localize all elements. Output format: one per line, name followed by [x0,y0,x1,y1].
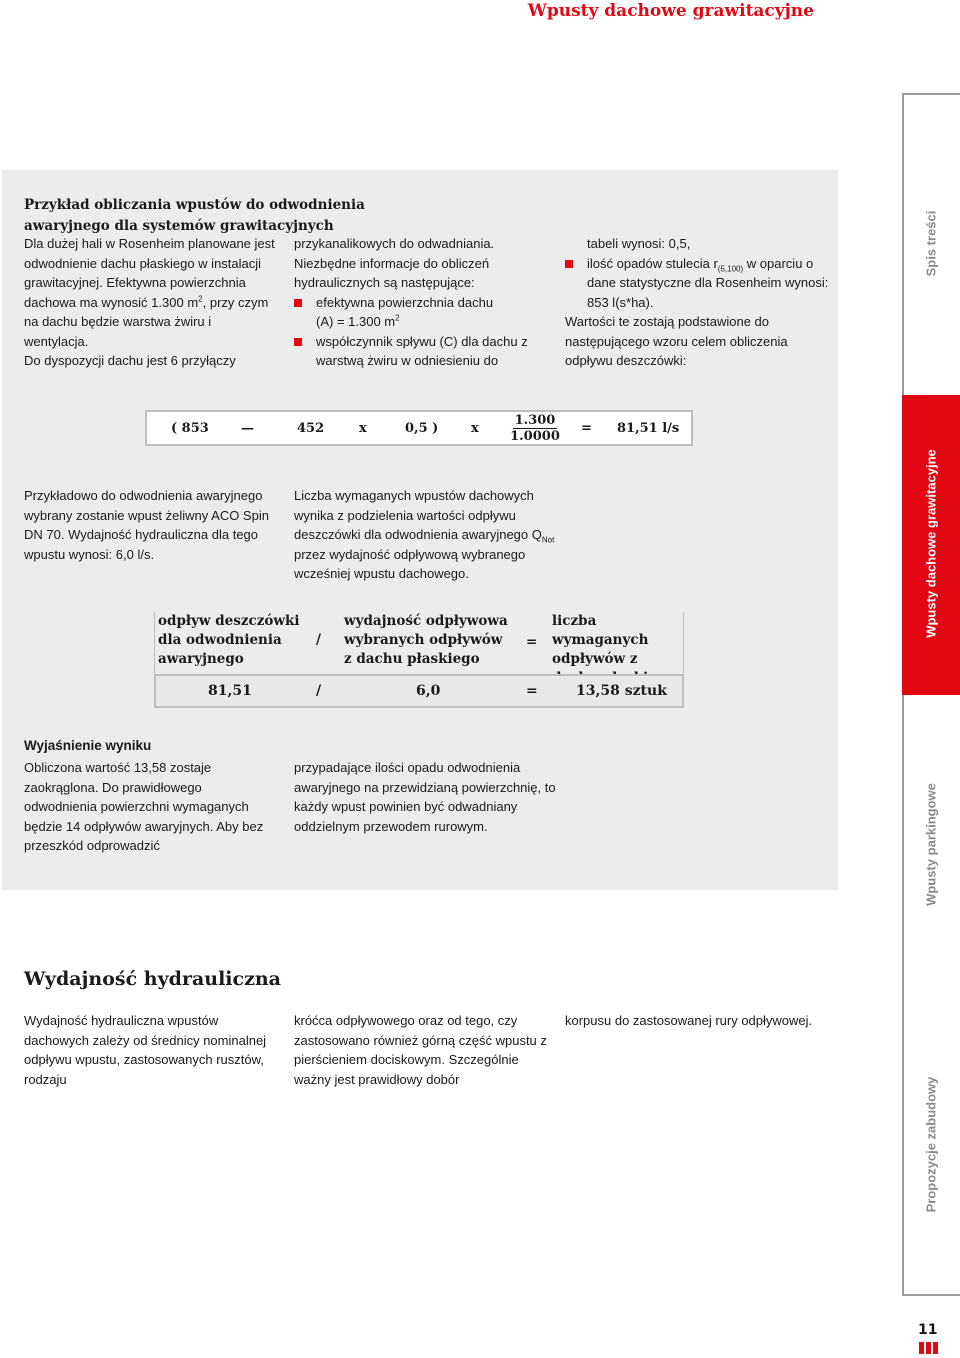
side-nav-toc[interactable]: Spis treści [923,210,939,277]
middle-col2-b: przez wydajność odpływową wybranego wcześniej wpustu dachowego. [294,546,526,581]
example-col2-bullet1: efektywna powierzchnia dachu [294,293,559,313]
example-col1 [24,234,279,371]
example-col2-sup: 2 [395,313,400,323]
explanation-col2: przypadające ilości opadu odwodnienia awaryjnego na przewidzianą powierzchnię, to każdy wpust powinien być odwadniany oddzielnym przewodem rurowym. [294,760,556,834]
middle-col2-a: Liczba wymaganych wpustów dachowych wynika z podzielenia wartości odpływu deszczówki dla odwodnienia awaryjnego Q [294,488,542,542]
calc-value1: 81,51 [208,683,252,699]
formula-box [145,410,693,446]
example-col1-p1-end: , przy czym na dachu będzie warstwa żwiru i wentylacja. [24,294,269,349]
page-number: 11 [918,1322,938,1338]
hydraulic-col2: króćca odpływowego oraz od tego, czy zastosowano również górną część wpustu z pierścieniem dociskowym. Szczególnie ważny jest prawidłowy dobór [294,1013,547,1087]
side-nav-roof-drains[interactable]: Wpusty dachowe grawitacyjne [923,449,939,638]
calc-header-col2: wydajność odpływowa wybranych odpływów z dachu płaskiego [344,613,508,667]
example-col1-p1: Dla dużej hali w Rosenheim planowane jest odwodnienie dachu płaskiego w instalacji grawitacyjnej. Efektywna powierzchnia dachowa ma wynosić 1.300 m [24,236,275,310]
example-col3-sub: (5,100) [717,264,744,274]
example-col2-bullet1-cont [294,312,559,332]
example-title: Przykład obliczania wpustów do odwodnienia awaryjnego dla systemów grawitacyjnych [24,197,365,234]
formula-x2: x [471,421,479,436]
example-col3-b1b: w oparciu o dane statystyczne dla Rosenheim wynosi: 853 l(s*ha). [587,255,829,310]
calc-header-col3: liczba wymaganych odpływów z [552,613,649,667]
formula-x1: x [359,421,367,436]
calc-header-col1: odpływ deszczówki dla odwodnienia awaryjnego [158,613,300,667]
calc-result-row [154,674,684,708]
example-col2-p1: przykanalikowych do odwadniania. Niezbędne informacje do obliczeń hydraulicznych są następujące: [294,236,495,290]
example-col3-p1: tabeli wynosi: 0,5, [587,236,691,251]
side-nav-parking-drains[interactable]: Wpusty parkingowe [923,783,939,906]
page-marker-icon [919,1342,938,1354]
formula-numerator: 1.300 [514,413,556,428]
calc-value3: 13,58 sztuk [576,683,667,699]
formula-coef: 0,5 ) [405,421,439,436]
formula-fraction [509,413,561,444]
example-col3 [565,234,830,371]
middle-col1: Przykładowo do odwodnienia awaryjnego wybrany zostanie wpust żeliwny ACO Spin DN 70. Wydajność hydrauliczna dla tego wpustu wynosi: 6,0 l/s. [24,488,269,562]
hydraulic-col1: Wydajność hydrauliczna wpustów dachowych zależy od średnicy nominalnej odpływu wpustu, zastosowanych rusztów, rodzaju [24,1013,267,1087]
middle-col2 [294,486,559,584]
calc-header [158,612,682,672]
side-nav-proposals[interactable]: Propozycje zabudowy [923,1076,939,1213]
example-col3-p2: Wartości te zostają podstawione do następującego wzoru celem obliczenia odpływu deszczówki: [565,314,788,368]
explanation-col1: Obliczona wartość 13,58 zostaje zaokrąglona. Do prawidłowego odwodnienia powierzchni wymaganych będzie 14 odpływów awaryjnych. Aby bez przeszkód odprowadzić [24,760,264,853]
hydraulic-col3: korpusu do zastosowanej rury odpływowej. [565,1013,813,1028]
formula-denominator: 1.0000 [510,429,560,444]
calc-header-op2: = [526,634,538,650]
formula-452: 452 [297,421,325,436]
formula-eq: = [581,421,592,436]
calc-value-op1: / [316,683,322,699]
formula-result: 81,51 l/s [617,421,680,436]
hydraulic-section-title: Wydajność hydrauliczna [24,968,281,990]
example-col3-bullet1 [565,254,830,313]
example-col2-bullet2: współczynnik spływu (C) dla dachu z warstwą żwiru w odniesieniu do [294,332,559,371]
calc-header-op1: / [316,632,321,648]
formula-open: ( 853 [171,421,209,436]
explanation-title: Wyjaśnienie wyniku [24,738,152,753]
page-header-title: Wpusty dachowe grawitacyjne [527,1,814,21]
middle-col2-sub: Not [541,535,555,545]
example-col2-area: (A) = 1.300 m [316,314,396,329]
example-col3-b1a: ilość opadów stulecia r [587,255,718,271]
formula-minus: — [241,421,254,436]
example-col2 [294,234,559,371]
example-col1-p2: Do dyspozycji dachu jest 6 przyłączy [24,353,236,368]
calc-value-op2: = [526,683,538,699]
example-col1-sup: 2 [198,294,203,304]
calc-value2: 6,0 [416,683,441,699]
